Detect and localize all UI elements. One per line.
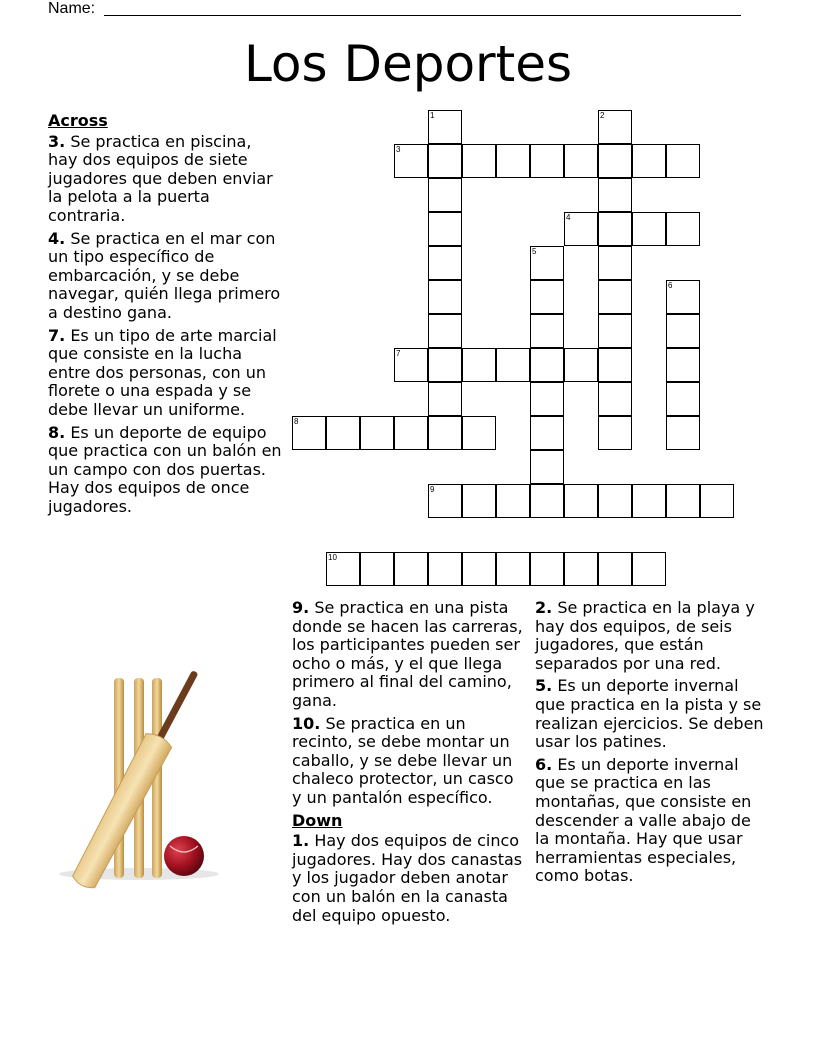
crossword-cell[interactable] <box>564 484 598 518</box>
crossword-cell[interactable] <box>564 552 598 586</box>
clue-down-6 <box>535 756 767 886</box>
clue-across-9 <box>292 599 528 711</box>
crossword-cell[interactable] <box>394 144 428 178</box>
down-heading: Down <box>292 810 343 830</box>
crossword-cell[interactable] <box>428 552 462 586</box>
clue-text: Es un deporte invernal que practica en la pista y se realizan ejercicios. Se deben usar los patines. <box>535 676 764 752</box>
across-clues <box>48 112 284 520</box>
crossword-cell[interactable] <box>360 416 394 450</box>
clue-number: 7. <box>48 325 66 345</box>
crossword-cell[interactable] <box>462 144 496 178</box>
crossword-cell[interactable] <box>530 382 564 416</box>
crossword-cell[interactable] <box>632 212 666 246</box>
clue-text: Es un tipo de arte marcial que consiste en la lucha entre dos personas, con un florete o una espada y se debe llevar un uniforme. <box>48 325 277 419</box>
clue-text: Es un deporte de equipo que practica con un balón en un campo con dos puertas. Hay dos equipos de once jugadores. <box>48 422 282 516</box>
clue-text: Hay dos equipos de cinco jugadores. Hay dos canastas y los jugador deben anotar con un balón en la canasta del equipo opuesto. <box>292 831 523 925</box>
crossword-cell[interactable] <box>326 416 360 450</box>
clues-right-column <box>535 599 767 890</box>
crossword-cell[interactable] <box>428 110 462 144</box>
clue-number: 8. <box>48 422 66 442</box>
cell-number: 7 <box>396 349 401 358</box>
crossword-cell[interactable] <box>666 314 700 348</box>
crossword-cell[interactable] <box>666 484 700 518</box>
clue-text: Se practica en un recinto, se debe montar un caballo, y se debe llevar un chaleco protector, un casco y un pantalón específico. <box>292 713 514 807</box>
cell-number: 9 <box>430 485 435 494</box>
cell-number: 8 <box>294 417 299 426</box>
crossword-cell[interactable] <box>428 144 462 178</box>
clue-across-4 <box>48 230 284 323</box>
clue-number: 2. <box>535 598 553 617</box>
name-field-line[interactable] <box>104 15 741 16</box>
clue-down-5 <box>535 677 767 751</box>
crossword-cell[interactable] <box>598 348 632 382</box>
name-label: Name: <box>48 0 96 17</box>
crossword-cell[interactable] <box>598 552 632 586</box>
crossword-cell[interactable] <box>292 416 326 450</box>
cell-number: 3 <box>396 145 401 154</box>
crossword-cell[interactable] <box>598 416 632 450</box>
cell-number: 5 <box>532 247 537 256</box>
crossword-cell[interactable] <box>462 552 496 586</box>
page-title: Los Deportes <box>243 35 573 93</box>
cell-number: 4 <box>566 213 571 222</box>
crossword-cell[interactable] <box>462 484 496 518</box>
crossword-cell[interactable] <box>394 552 428 586</box>
crossword-cell[interactable] <box>428 348 462 382</box>
clue-number: 10. <box>292 713 321 733</box>
crossword-cell[interactable] <box>632 484 666 518</box>
crossword-cell[interactable] <box>598 144 632 178</box>
crossword-cell[interactable] <box>496 348 530 382</box>
clue-number: 9. <box>292 598 310 617</box>
crossword-cell[interactable] <box>530 416 564 450</box>
crossword-cell[interactable] <box>394 348 428 382</box>
crossword-cell[interactable] <box>428 246 462 280</box>
clue-across-7 <box>48 327 284 420</box>
clue-text: Se practica en el mar con un tipo específico de embarcación, y se debe navegar, quién llega primero a destino gana. <box>48 228 281 322</box>
crossword-cell[interactable] <box>530 450 564 484</box>
clue-number: 5. <box>535 676 553 696</box>
clue-across-10 <box>292 715 528 808</box>
crossword-cell[interactable] <box>428 212 462 246</box>
crossword-cell[interactable] <box>598 246 632 280</box>
crossword-cell[interactable] <box>462 416 496 450</box>
clue-text: Se practica en piscina, hay dos equipos de siete jugadores que deben enviar la pelota a la puerta contraria. <box>48 131 273 225</box>
crossword-cell[interactable] <box>666 416 700 450</box>
clue-text: Se practica en una pista donde se hacen las carreras, los participantes pueden ser ocho o más, y el que llega primero al final del camino, gana. <box>292 598 523 710</box>
crossword-cell[interactable] <box>666 348 700 382</box>
crossword-cell[interactable] <box>428 416 462 450</box>
crossword-cell[interactable] <box>530 484 564 518</box>
crossword-cell[interactable] <box>530 552 564 586</box>
crossword-cell[interactable] <box>598 314 632 348</box>
crossword-cell[interactable] <box>700 484 734 518</box>
clue-number: 3. <box>48 131 66 151</box>
cell-number: 6 <box>668 281 673 290</box>
crossword-cell[interactable] <box>666 382 700 416</box>
clue-number: 1. <box>292 831 310 851</box>
crossword-cell[interactable] <box>530 246 564 280</box>
crossword-cell[interactable] <box>428 178 462 212</box>
clue-number: 4. <box>48 228 66 248</box>
crossword-cell[interactable] <box>666 144 700 178</box>
crossword-cell[interactable] <box>530 280 564 314</box>
crossword-cell[interactable] <box>632 552 666 586</box>
clue-text: Es un deporte invernal que se practica en las montañas, que consiste en descender a valle abajo de la montaña. Hay que usar herramientas especiales, como botas. <box>535 754 752 886</box>
cell-number: 1 <box>430 111 435 120</box>
crossword-cell[interactable] <box>666 212 700 246</box>
clue-across-3 <box>48 133 284 226</box>
cricket-ball <box>164 836 204 876</box>
across-heading: Across <box>48 111 108 130</box>
crossword-cell[interactable] <box>428 280 462 314</box>
clues-middle-column <box>292 599 528 929</box>
clue-down-2 <box>535 599 767 673</box>
crossword-cell[interactable] <box>632 144 666 178</box>
crossword-cell[interactable] <box>496 484 530 518</box>
clue-across-8 <box>48 424 284 517</box>
crossword-cell[interactable] <box>598 484 632 518</box>
cricket-bat-ball-wickets-icon <box>44 660 224 890</box>
crossword-cell[interactable] <box>360 552 394 586</box>
crossword-cell[interactable] <box>530 144 564 178</box>
crossword-cell[interactable] <box>598 280 632 314</box>
cell-number: 2 <box>600 111 605 120</box>
crossword-cell[interactable] <box>326 552 360 586</box>
crossword-cell[interactable] <box>598 382 632 416</box>
crossword-cell[interactable] <box>564 348 598 382</box>
crossword-cell[interactable] <box>666 280 700 314</box>
crossword-cell[interactable] <box>428 314 462 348</box>
crossword-cell[interactable] <box>564 144 598 178</box>
crossword-cell[interactable] <box>462 348 496 382</box>
crossword-cell[interactable] <box>428 484 462 518</box>
crossword-cell[interactable] <box>496 552 530 586</box>
crossword-cell[interactable] <box>394 416 428 450</box>
crossword-cell[interactable] <box>530 314 564 348</box>
crossword-cell[interactable] <box>428 382 462 416</box>
crossword-cell[interactable] <box>496 144 530 178</box>
clue-text: Se practica en la playa y hay dos equipos, de seis jugadores, que están separados por una red. <box>535 598 755 673</box>
crossword-cell[interactable] <box>598 212 632 246</box>
crossword-cell[interactable] <box>530 348 564 382</box>
clue-number: 6. <box>535 754 553 774</box>
crossword-cell[interactable] <box>598 110 632 144</box>
crossword-cell[interactable] <box>598 178 632 212</box>
crossword-cell[interactable] <box>564 212 598 246</box>
cell-number: 10 <box>328 553 337 562</box>
clue-down-1 <box>292 832 528 925</box>
